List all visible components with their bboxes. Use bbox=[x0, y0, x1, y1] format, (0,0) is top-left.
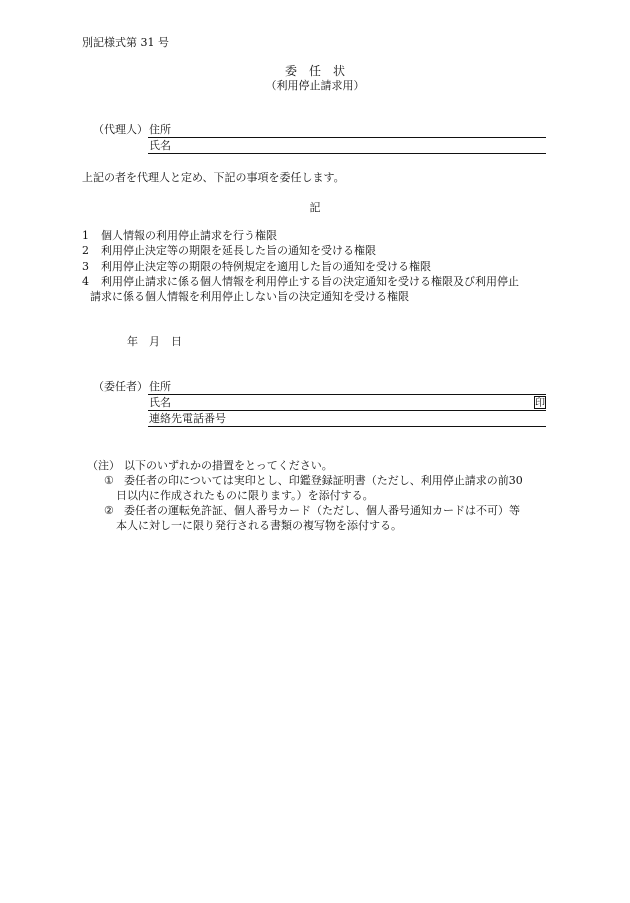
delegation-statement: 上記の者を代理人と定め、下記の事項を委任します。 bbox=[82, 171, 345, 184]
form-number: 別記様式第 31 号 bbox=[82, 36, 169, 49]
note-item-line: 委任者の運転免許証、個人番号カード（ただし、個人番号通知カードは不可）等 bbox=[124, 504, 520, 517]
seal-box: 印 bbox=[535, 398, 545, 409]
note-item-line: 日以内に作成されたものに限ります。）を添付する。 bbox=[116, 489, 374, 502]
agent-name-line[interactable] bbox=[148, 139, 546, 154]
list-item: 利用停止決定等の期限の特例規定を適用した旨の通知を受ける権限 bbox=[101, 260, 431, 273]
list-item: 個人情報の利用停止請求を行う権限 bbox=[101, 229, 277, 242]
principal-label: （委任者） bbox=[93, 380, 148, 393]
note-item-line: 委任者の印については実印とし、印鑑登録証明書（ただし、利用停止請求の前30 bbox=[124, 474, 523, 487]
list-item-number: 3 bbox=[82, 260, 89, 273]
note-label: （注） bbox=[87, 459, 120, 472]
list-item-number: 2 bbox=[82, 244, 89, 257]
document-title: 委 任 状 bbox=[284, 64, 345, 78]
principal-name-line[interactable] bbox=[148, 396, 546, 411]
list-item-continuation: 請求に係る個人情報を利用停止しない旨の決定通知を受ける権限 bbox=[90, 290, 409, 303]
agent-label: （代理人） bbox=[93, 123, 148, 136]
note-intro: 以下のいずれかの措置をとってください。 bbox=[124, 459, 333, 472]
list-item: 利用停止決定等の期限を延長した旨の通知を受ける権限 bbox=[101, 244, 376, 257]
principal-address-label: 住所 bbox=[149, 380, 171, 393]
agent-address-label: 住所 bbox=[149, 123, 171, 136]
principal-phone-label: 連絡先電話番号 bbox=[149, 412, 226, 425]
date-line: 年 月 日 bbox=[127, 335, 182, 348]
principal-phone-line[interactable] bbox=[148, 412, 546, 427]
agent-address-line[interactable] bbox=[148, 123, 546, 138]
list-item-number: 1 bbox=[82, 229, 89, 242]
document-subtitle: （利用停止請求用） bbox=[265, 79, 365, 92]
principal-address-line[interactable] bbox=[148, 380, 546, 395]
note-item-line: 本人に対し一に限り発行される書類の複写物を添付する。 bbox=[116, 519, 402, 532]
ki-heading: 記 bbox=[309, 201, 321, 214]
agent-name-label: 氏名 bbox=[149, 139, 171, 152]
note-marker: ① bbox=[104, 474, 114, 487]
principal-name-label: 氏名 bbox=[149, 396, 171, 409]
list-item-number: 4 bbox=[82, 275, 89, 288]
list-item: 利用停止請求に係る個人情報を利用停止する旨の決定通知を受ける権限及び利用停止 bbox=[101, 275, 519, 288]
note-marker: ② bbox=[104, 504, 114, 517]
